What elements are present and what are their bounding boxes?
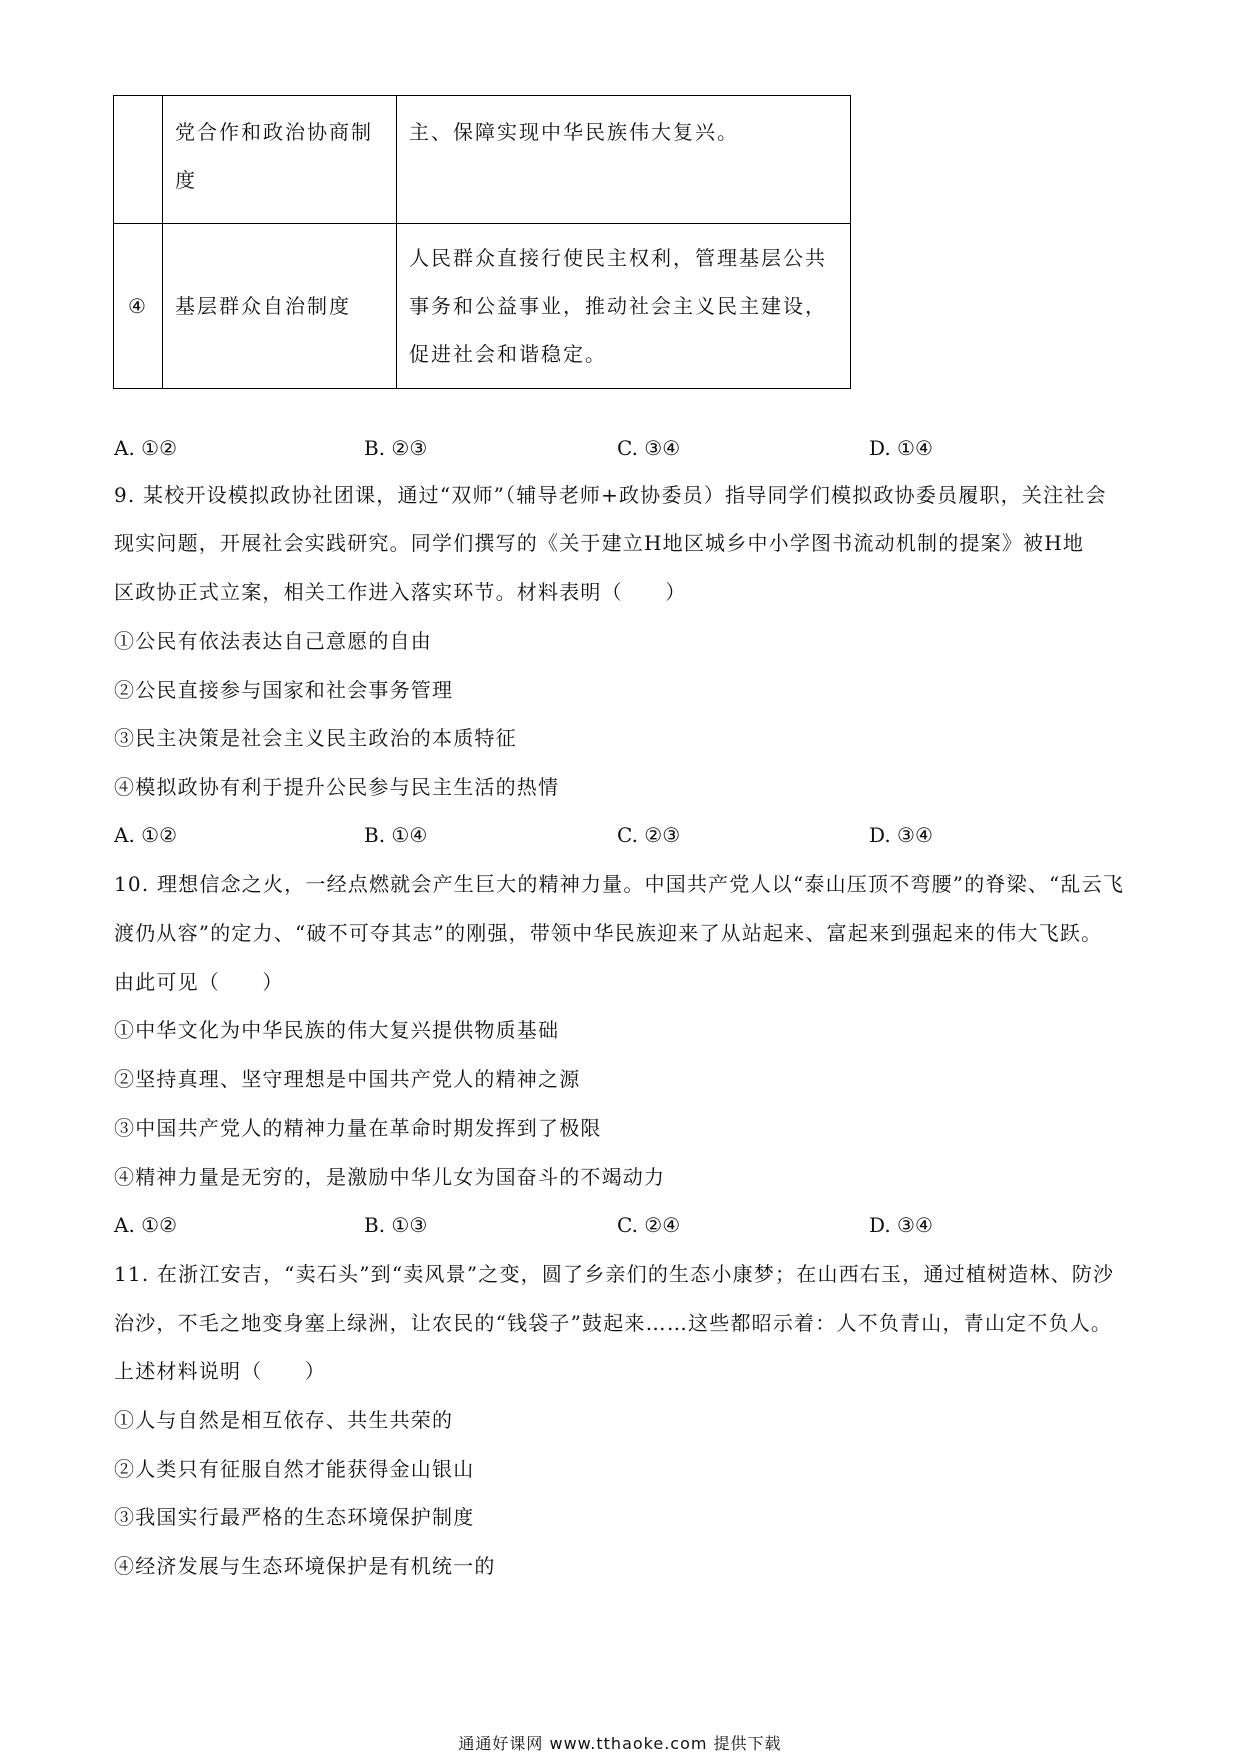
- q9-statement-2: ②公民直接参与国家和社会事务管理: [114, 678, 454, 702]
- q9-statement-4: ④模拟政协有利于提升公民参与民主生活的热情: [114, 775, 560, 799]
- q9-statement-3: ③民主决策是社会主义民主政治的本质特征: [114, 726, 517, 750]
- q9-statement-1: ①公民有依法表达自己意愿的自由: [114, 629, 432, 653]
- q10-option-d: D. ③④: [869, 1213, 933, 1237]
- page-footer: 通通好课网 www.tthaoke.com 提供下载: [458, 1734, 782, 1753]
- q8-option-a: A. ①②: [114, 436, 178, 460]
- q10-statement-1: ①中华文化为中华民族的伟大复兴提供物质基础: [114, 1018, 560, 1042]
- q11-statement-2: ②人类只有征服自然才能获得金山银山: [114, 1457, 475, 1481]
- q10-stem-line-3: 由此可见（ ）: [114, 970, 284, 994]
- q8-option-d: D. ①④: [869, 436, 933, 460]
- q11-statement-4: ④经济发展与生态环境保护是有机统一的: [114, 1554, 496, 1578]
- q11-statement-3: ③我国实行最严格的生态环境保护制度: [114, 1505, 475, 1529]
- q10-option-c: C. ②④: [617, 1213, 681, 1237]
- q11-stem-line-1: 11. 在浙江安吉，“卖石头”到“卖风景”之变，圆了乡亲们的生态小康梦；在山西右玉，通过植树造林、防沙: [114, 1262, 1115, 1286]
- q8-option-b: B. ②③: [364, 436, 428, 460]
- q10-statement-4: ④精神力量是无穷的，是激励中华儿女为国奋斗的不竭动力: [114, 1165, 666, 1189]
- q10-option-a: A. ①②: [114, 1213, 178, 1237]
- q10-statement-3: ③中国共产党人的精神力量在革命时期发挥到了极限: [114, 1116, 602, 1140]
- q11-stem-line-2: 治沙，不毛之地变身塞上绿洲，让农民的“钱袋子”鼓起来……这些都昭示着：人不负青山，青山定不负人。: [114, 1311, 1113, 1335]
- comparison-table: [113, 95, 851, 389]
- row-number: [114, 96, 163, 224]
- q11-stem-line-3: 上述材料说明（ ）: [114, 1359, 326, 1383]
- system-table: [113, 95, 851, 389]
- q9-option-a: A. ①②: [114, 823, 178, 847]
- q10-stem-line-2: 渡仍从容”的定力、“破不可夺其志”的刚强，带领中华民族迎来了从站起来、富起来到强起来的伟大飞跃。: [114, 921, 1103, 945]
- system-description: 主、保障实现中华民族伟大复兴。: [397, 96, 851, 224]
- system-name: 基层群众自治制度: [163, 224, 397, 389]
- q9-stem-line-1: 9. 某校开设模拟政协社团课，通过“双师”（辅导老师+政协委员）指导同学们模拟政协委员履职，关注社会: [114, 483, 1107, 507]
- q9-stem-line-2: 现实问题，开展社会实践研究。同学们撰写的《关于建立H地区城乡中小学图书流动机制的提案》被H地: [114, 531, 1085, 555]
- q9-option-b: B. ①④: [364, 823, 428, 847]
- q9-stem-line-3: 区政协正式立案，相关工作进入落实环节。材料表明（ ）: [114, 580, 687, 604]
- q10-statement-2: ②坚持真理、坚守理想是中国共产党人的精神之源: [114, 1067, 581, 1091]
- system-name: 党合作和政治协商制度: [163, 96, 397, 224]
- q11-statement-1: ①人与自然是相互依存、共生共荣的: [114, 1408, 454, 1432]
- q10-option-b: B. ①③: [364, 1213, 428, 1237]
- q10-stem-line-1: 10. 理想信念之火，一经点燃就会产生巨大的精神力量。中国共产党人以“泰山压顶不弯腰”的脊梁、“乱云飞: [114, 872, 1125, 896]
- row-number: ④: [114, 224, 163, 389]
- table-row: [114, 96, 851, 224]
- q9-option-d: D. ③④: [869, 823, 933, 847]
- table-row: [114, 224, 851, 389]
- system-description: 人民群众直接行使民主权利，管理基层公共事务和公益事业，推动社会主义民主建设，促进社会和谐稳定。: [397, 224, 851, 389]
- q8-option-c: C. ③④: [617, 436, 681, 460]
- q9-option-c: C. ②③: [617, 823, 681, 847]
